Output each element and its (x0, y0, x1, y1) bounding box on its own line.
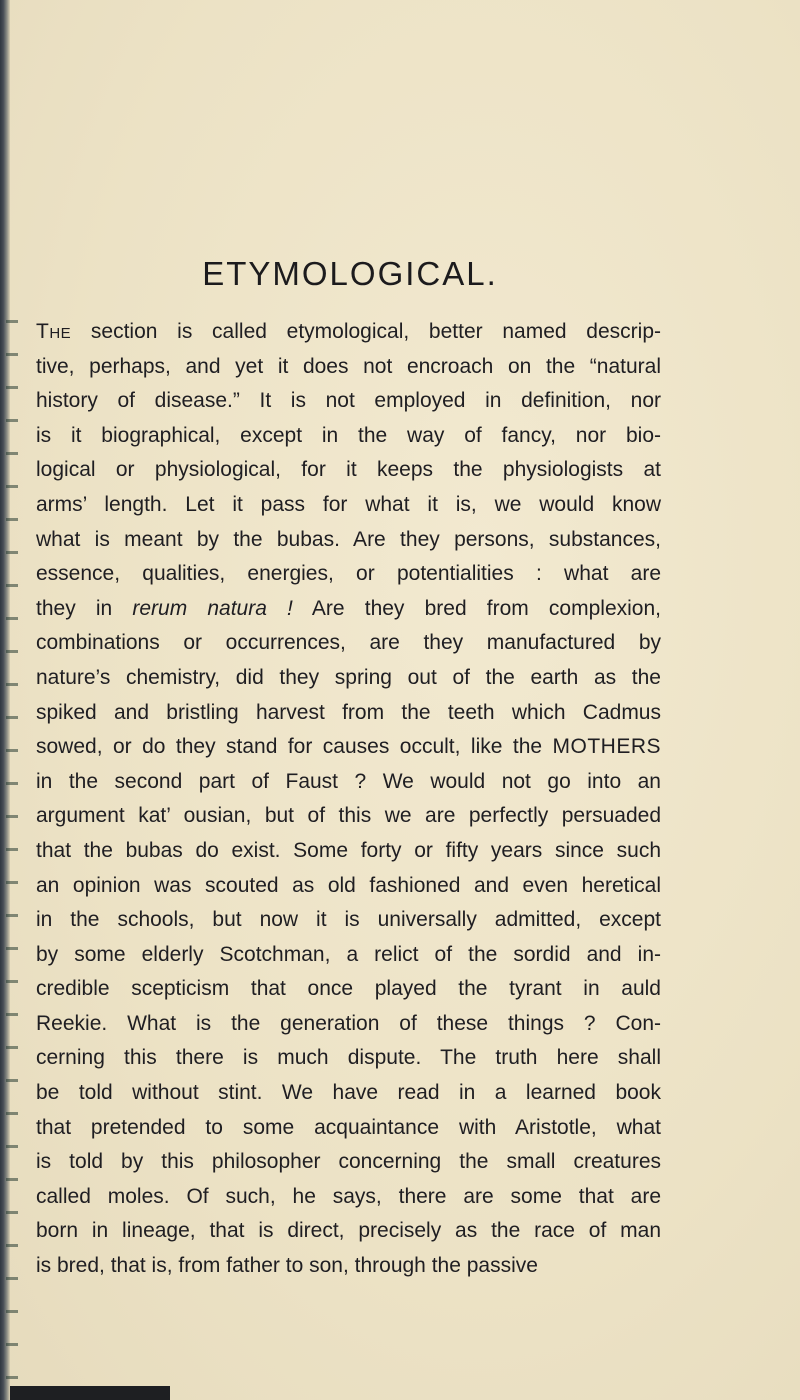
text-run: history of disease.” It is not employed in definition, nor (36, 389, 661, 413)
text-run: in the schools, but now it is universally admitted, except (36, 908, 661, 932)
text-line (36, 799, 661, 834)
text-line (36, 1145, 661, 1180)
text-line (36, 730, 661, 765)
text-run: credible scepticism that once played the tyrant in auld (36, 977, 661, 1001)
text-run: The (36, 320, 72, 343)
text-run: in the second part of Faust ? We would not go into an (36, 769, 661, 793)
text-line (36, 1076, 661, 1111)
text-run: rerum natura ! (132, 596, 293, 620)
text-line (36, 626, 661, 661)
text-run: be told without stint. We have read in a learned book (36, 1081, 661, 1105)
text-run: by some elderly Scotchman, a relict of the sordid and in- (36, 942, 661, 966)
text-run: is bred, that is, from father to son, through the passive (36, 1254, 538, 1278)
text-line (36, 1180, 661, 1215)
text-line (36, 350, 661, 385)
text-run: nature’s chemistry, did they spring out of the earth as the (36, 665, 661, 689)
text-line (36, 765, 661, 800)
text-run: an opinion was scouted as old fashioned and even heretical (36, 873, 661, 897)
text-run: is told by this philosopher concerning the small creatures (36, 1150, 661, 1174)
text-line (36, 869, 661, 904)
text-run: what is meant by the bubas. Are they persons, substances, (36, 527, 661, 551)
text-run: logical or physiological, for it keeps the physiologists at (36, 458, 661, 482)
text-line (36, 1041, 661, 1076)
text-line (36, 419, 661, 454)
text-run: cerning this there is much dispute. The truth here shall (36, 1046, 661, 1070)
text-run: that pretended to some acquaintance with Aristotle, what (36, 1115, 661, 1139)
text-line (36, 557, 661, 592)
text-line (36, 1111, 661, 1146)
text-line (36, 1249, 661, 1284)
body-paragraph (36, 315, 661, 1284)
text-run: that the bubas do exist. Some forty or fifty years since such (36, 838, 661, 862)
text-line (36, 696, 661, 731)
text-line (36, 834, 661, 869)
text-run: born in lineage, that is direct, precisely as the race of man (36, 1219, 661, 1243)
text-run: they in (36, 596, 133, 620)
text-line (36, 661, 661, 696)
text-line (36, 972, 661, 1007)
text-line (36, 938, 661, 973)
text-run: spiked and bristling harvest from the teeth which Cadmus (36, 700, 661, 724)
text-run: MOTHERS (552, 735, 661, 759)
text-run: tive, perhaps, and yet it does not encroach on the “natural (36, 354, 661, 378)
text-run: called moles. Of such, he says, there are some that are (36, 1184, 661, 1208)
text-run: argument kat’ ousian, but of this we are perfectly persuaded (36, 804, 661, 828)
text-line (36, 592, 661, 627)
text-run: arms’ length. Let it pass for what it is, we would know (36, 492, 661, 516)
text-line (36, 1214, 661, 1249)
text-line (36, 903, 661, 938)
text-run: essence, qualities, energies, or potentialities : what are (36, 562, 661, 586)
text-run: is it biographical, except in the way of fancy, nor bio- (36, 423, 661, 447)
text-run: sowed, or do they stand for causes occult, like the (36, 735, 553, 759)
text-line (36, 488, 661, 523)
section-heading: ETYMOLOGICAL. (202, 255, 498, 292)
text-run: Are they bred from complexion, (292, 596, 661, 620)
text-line (36, 523, 661, 558)
binding-stitch-marks (6, 320, 18, 1380)
next-page-edge (10, 1386, 170, 1400)
text-run: Reekie. What is the generation of these things ? Con- (36, 1011, 661, 1035)
text-line (36, 384, 661, 419)
text-line (36, 315, 661, 350)
text-run: combinations or occurrences, are they manufactured by (36, 631, 661, 655)
text-line (36, 453, 661, 488)
text-line (36, 1007, 661, 1042)
text-run: section is called etymological, better named descrip- (71, 320, 661, 343)
